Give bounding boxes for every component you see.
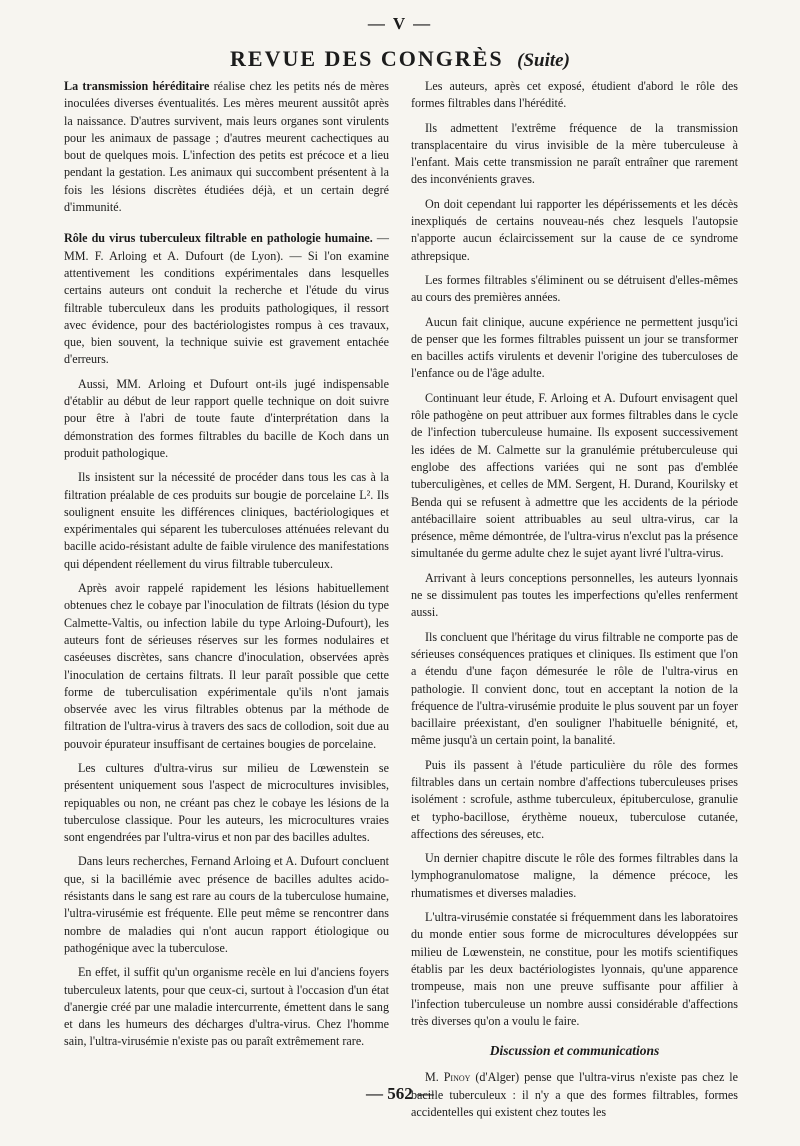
paragraph-text: — MM. F. Arloing et A. Dufourt (de Lyon). — Si l'on examine attentivement les conditions expérimentales dans lesquelles certains auteurs ont conduit la recherche et l'étude du virus filtrable tuberculeux dans les produits pathologiques, il ressort avec évidence, pour des bactériologistes rompus à ces travaux, que, bien souvent, la technique suivie est gravement entachée d'erreurs. xyxy=(64,231,389,367)
paragraph: Aussi, MM. Arloing et Dufourt ont-ils jugé indispensable d'établir au début de leur rapport quelle technique on doit suivre pour être à l'abri de toute faute d'interprétation dans la démonstration des formes filtrables du bacille de Koch dans un produit pathologique. xyxy=(64,376,389,460)
paragraph: L'ultra-virusémie constatée si fréquemment dans les laboratoires du monde entier sous forme de microcultures développées sur milieu de Lœwenstein, ne constitue, pour les motifs scientifiques établis par les deux bactériologistes lyonnais, qu'une apparence trompeuse, mais non une preuve suffisante pour affilier à l'infection tuberculeuse un nombre aussi considérable d'affections très diverses qu'on a voulu le faire. xyxy=(411,910,738,1028)
paragraph: On doit cependant lui rapporter les dépérissements et les décès inexpliqués de certains nouveau-nés chez lesquels l'autopsie n'apporte aucun éclaircissement sur la cause de ce syndrome athrepsique. xyxy=(411,196,738,263)
left-column xyxy=(64,78,389,1058)
title-text: REVUE DES CONGRÈS xyxy=(230,46,504,71)
paragraph: Ils concluent que l'héritage du virus filtrable ne comporte pas de sérieuses conséquences pratiques et cliniques. Ils estiment que l'on a étendu d'une façon démesurée le rôle de l'ultra-virus en pathologie. Il convient donc, tout en acceptant la notion de la fréquence de l'ultra-virusémie produite le plus souvent par un foyer bacillaire préexistant, d'en souligner l'habituelle bénignité, et, même jusqu'à un certain point, la banalité. xyxy=(411,629,738,748)
paragraph: Les auteurs, après cet exposé, étudient d'abord le rôle des formes filtrables dans l'hérédité. xyxy=(411,79,738,111)
right-column xyxy=(411,78,738,1128)
paragraph: Ils admettent l'extrême fréquence de la transmission transplacentaire du virus invisible de la mère tuberculeuse à l'enfant. Mais cette transmission ne paraît entraîner que rarement des inconvénients graves. xyxy=(411,120,738,187)
paragraph-text: réalise chez les petits nés de mères inoculées diverses éventualités. Les mères meurent aussitôt après la naissance. D'autres survivent, mais leurs organes sont virulents pour les animaux de passage ; d'autres meurent cachectiques au bout de quelques mois. L'infection des petits est précoce et a lieu pendant la gestation. Les animaux qui succombent présentent à la fois les lésions discrètes étudiées déjà, et un certain degré d'immunité. xyxy=(64,79,389,215)
discussion-heading: Discussion et communications xyxy=(489,1043,660,1059)
paragraph: Continuant leur étude, F. Arloing et A. Dufourt envisagent quel rôle pathogène on peut attribuer aux formes filtrables dans le cycle de l'infection tuberculeuse humaine. Ils exposent successivement les idées de M. Calmette sur la granulémie prétuberculeuse qui englobe des affections variées qui ne sont pas d'emblée tuberculigènes, et celles de MM. Sergent, H. Durand, Kourilsky et Benda qui se refusent à admettre que les accidents de la période antébacillaire soient attribuables au seul ultra-virus, car la présence, même démontrée, de l'ultra-virus n'exclut pas la présence simultanée du germe adulte chez le sujet ayant livré l'ultra-virus. xyxy=(411,390,738,561)
section-paragraph xyxy=(64,230,389,368)
page-roman-numeral: — V — xyxy=(367,14,433,33)
paragraph: Après avoir rappelé rapidement les lésions habituellement obtenues chez le cobaye par l'inoculation de filtrats (lésion du type Calmette-Valtis, ou infection labile du type Arloing-Dufourt), les auteurs font de sérieuses réserves sur les formes nodulaires et caséeuses discrètes, sans chancre d'inoculation, observées après l'inoculation de certains filtrats. Il leur paraît possible que cette forme de tuberculisation expérimentale qu'ils n'ont jamais observée avec les virus filtrables obtenus par la méthode de filtration de l'ultra-virus à travers des sacs de collodion, soit due au pouvoir épurateur insuffisant de certaines bougies de porcelaine. xyxy=(64,581,389,751)
paragraph: Arrivant à leurs conceptions personnelles, les auteurs lyonnais ne se dissimulent pas toutes les imperfections qu'elles renferment aussi. xyxy=(411,570,738,620)
paragraph: Dans leurs recherches, Fernand Arloing et A. Dufourt concluent que, si la bacillémie avec présence de bacilles adultes acido-résistants dans le sang est rare au cours de la tuberculose humaine, l'ultra-virusémie est fréquente. Elle peut même se rencontrer dans nombre de maladies qui n'ont aucun rapport étiologique ou pathogénique avec la tuberculose. xyxy=(64,854,389,955)
paragraph-lead: La transmission héréditaire xyxy=(64,79,210,93)
title-suffix: (Suite) xyxy=(517,50,570,71)
paragraph: Un dernier chapitre discute le rôle des formes filtrables dans la lymphogranulomatose maligne, la démence précoce, les rhumatismes et diverses maladies. xyxy=(411,851,738,900)
paragraph xyxy=(64,78,389,216)
paragraph: Les formes filtrables s'éliminent ou se détruisent d'elles-mêmes au cours des premières années. xyxy=(411,272,738,305)
page-title xyxy=(0,46,800,72)
paragraph: Ils insistent sur la nécessité de procéder dans tous les cas à la filtration préalable de ces produits sur bougie de porcelaine L². Ils soulignent ensuite les différences cliniques, bactériologiques et expérimentales qui séparent les tuberculoses atténuées relevant du bacille acido-résistant adulte de faible virulence des manifestations qui dépendent réellement du virus filtrable tuberculeux. xyxy=(64,470,389,571)
paragraph: En effet, il suffit qu'un organisme recèle en lui d'anciens foyers tuberculeux latents, pour que ceux-ci, surtout à l'occasion d'un état d'anergie créé par une maladie intercurrente, émettent dans le sang et dans les humeurs des décharges d'ultra-virus. Chez l'homme sain, l'ultra-virusémie n'existe pas ou paraît extrêmement rare. xyxy=(64,965,389,1049)
speaker-name: M. Pinoy xyxy=(425,1070,471,1085)
paragraph: Puis ils passent à l'étude particulière du rôle des formes filtrables dans un certain nombre d'affections tuberculeuses prises isolément : scrofule, asthme tuberculeux, épituberculose, granulie et typho-bacillose, érythème noueux, tuberculose cutanée, affections des séreuses, etc. xyxy=(411,757,738,841)
section-heading: Rôle du virus tuberculeux filtrable en pathologie humaine. xyxy=(64,231,373,246)
paragraph: Aucun fait clinique, aucune expérience ne permettent jusqu'ici de penser que les formes filtrables puissent un jour se transformer en bacilles actifs virulents et devenir l'origine des tuberculoses de l'enfance ou de l'âge adulte. xyxy=(411,314,738,381)
paragraph: Les cultures d'ultra-virus sur milieu de Lœwenstein se présentent uniquement sous l'aspect de microcultures invisibles, repiquables ou non, ne créant pas chez le cobaye les lésions de la tuberculose classique. Pour les auteurs, les microcultures vraies sont engendrées par l'ultra-virus et non par des bacilles adultes. xyxy=(64,760,389,845)
page-number: — 562 — xyxy=(366,1084,434,1103)
paragraph-text: (d'Alger) pense que l'ultra-virus n'existe pas chez le bacille tuberculeux : il n'y a que des formes filtrables, formes accidentelles qui existent chez toutes les xyxy=(411,1070,738,1120)
